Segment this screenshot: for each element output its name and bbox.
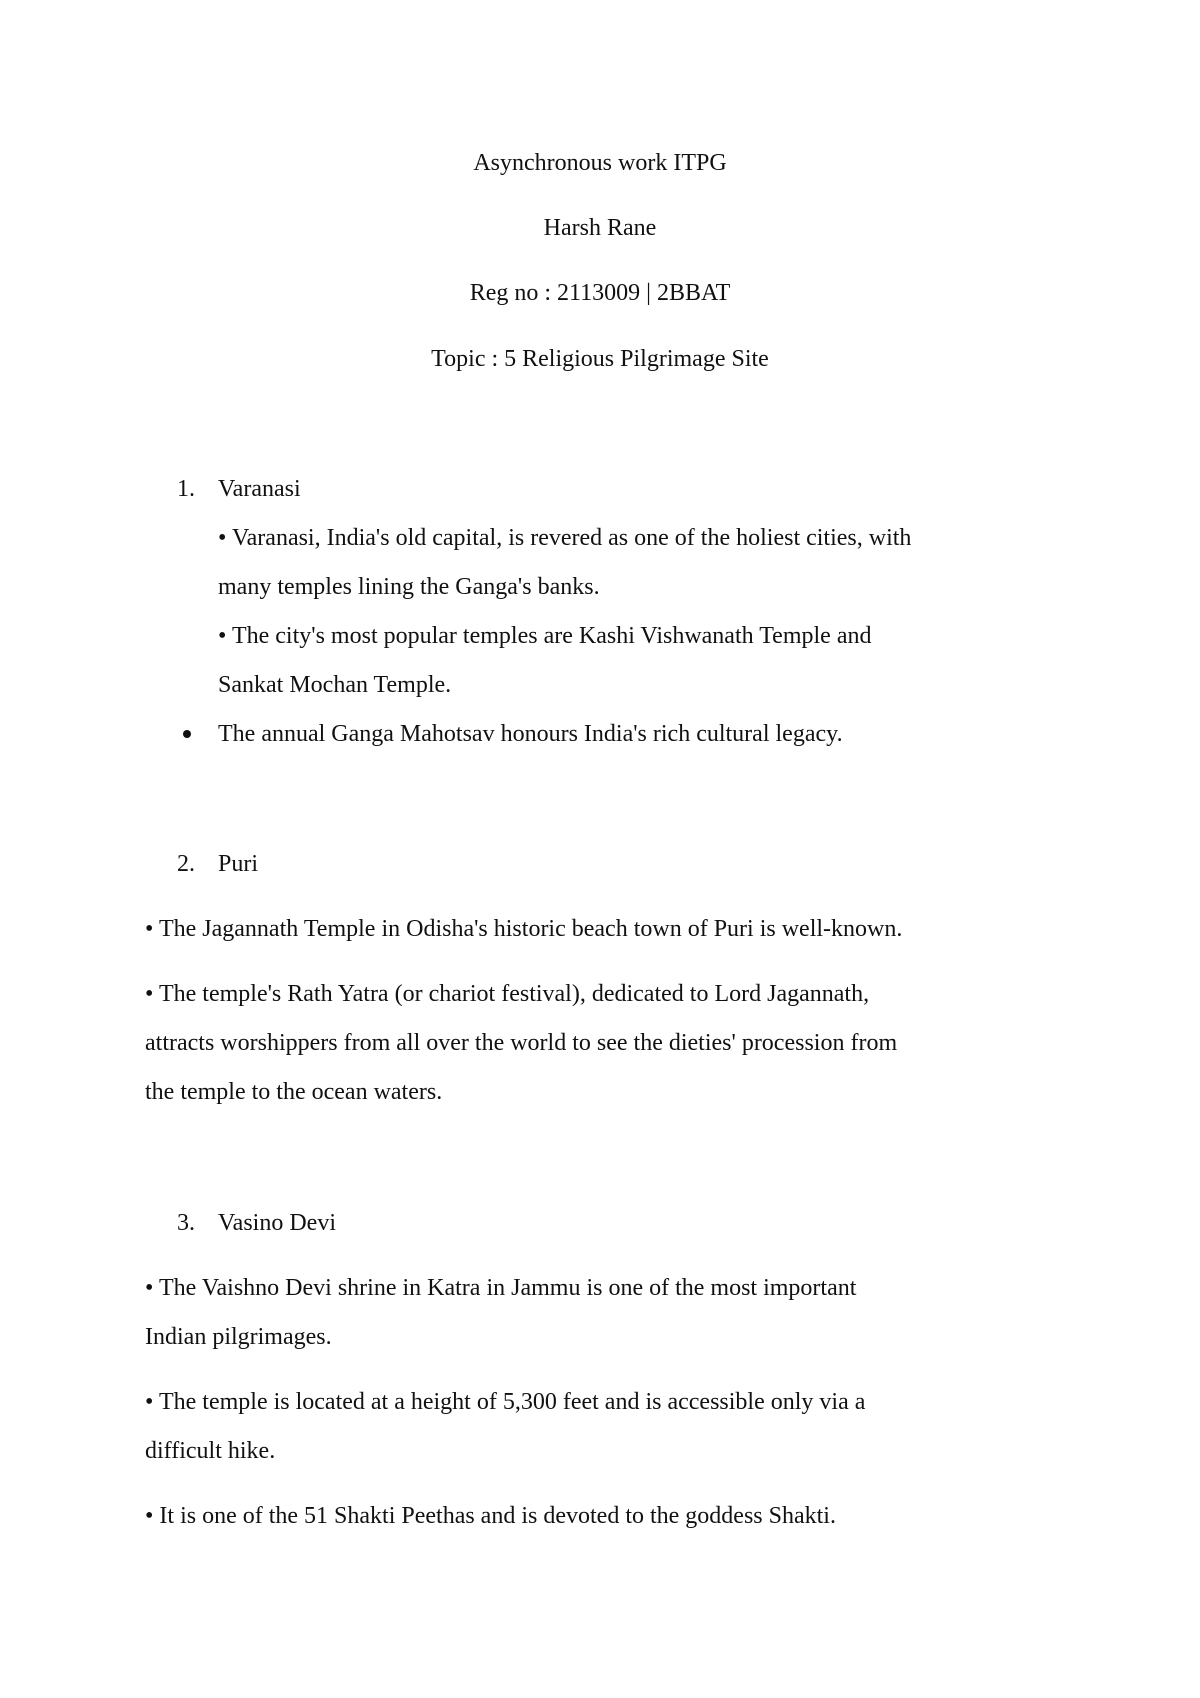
section-1-heading: Varanasi <box>218 476 301 502</box>
section-3-line-3: • The temple is located at a height of 5,300 feet and is accessible only via a <box>145 1389 866 1415</box>
section-3-line-2: Indian pilgrimages. <box>145 1324 332 1350</box>
section-1-line-1: • Varanasi, India's old capital, is revered as one of the holiest cities, with <box>218 525 912 551</box>
topic-line: Topic : 5 Religious Pilgrimage Site <box>431 346 769 372</box>
section-3-heading: Vasino Devi <box>218 1210 336 1236</box>
author-name: Harsh Rane <box>543 215 657 241</box>
bullet-dot-icon <box>183 730 191 738</box>
section-3-line-4: difficult hike. <box>145 1438 276 1464</box>
section-3-line-5: • It is one of the 51 Shakti Peethas and is devoted to the goddess Shakti. <box>145 1503 836 1529</box>
registration-number: Reg no : 2113009 | 2BBAT <box>469 280 731 306</box>
section-2-line-2: • The temple's Rath Yatra (or chariot festival), dedicated to Lord Jagannath, <box>145 981 870 1007</box>
document-title: Asynchronous work ITPG <box>473 150 727 176</box>
section-2-line-1: • The Jagannath Temple in Odisha's historic beach town of Puri is well-known. <box>145 916 903 942</box>
section-1-line-4: Sankat Mochan Temple. <box>218 672 452 698</box>
section-1-number: 1. <box>177 476 195 502</box>
section-2-number: 2. <box>177 851 195 877</box>
section-1-line-3: • The city's most popular temples are Kashi Vishwanath Temple and <box>218 623 872 649</box>
section-3-line-1: • The Vaishno Devi shrine in Katra in Jammu is one of the most important <box>145 1275 857 1301</box>
section-2-line-4: the temple to the ocean waters. <box>145 1079 443 1105</box>
section-3-number: 3. <box>177 1210 195 1236</box>
section-1-line-2: many temples lining the Ganga's banks. <box>218 574 600 600</box>
section-2-line-3: attracts worshippers from all over the world to see the dieties' procession from <box>145 1030 898 1056</box>
section-2-heading: Puri <box>218 851 259 877</box>
section-1-line-5: The annual Ganga Mahotsav honours India's rich cultural legacy. <box>218 721 843 747</box>
